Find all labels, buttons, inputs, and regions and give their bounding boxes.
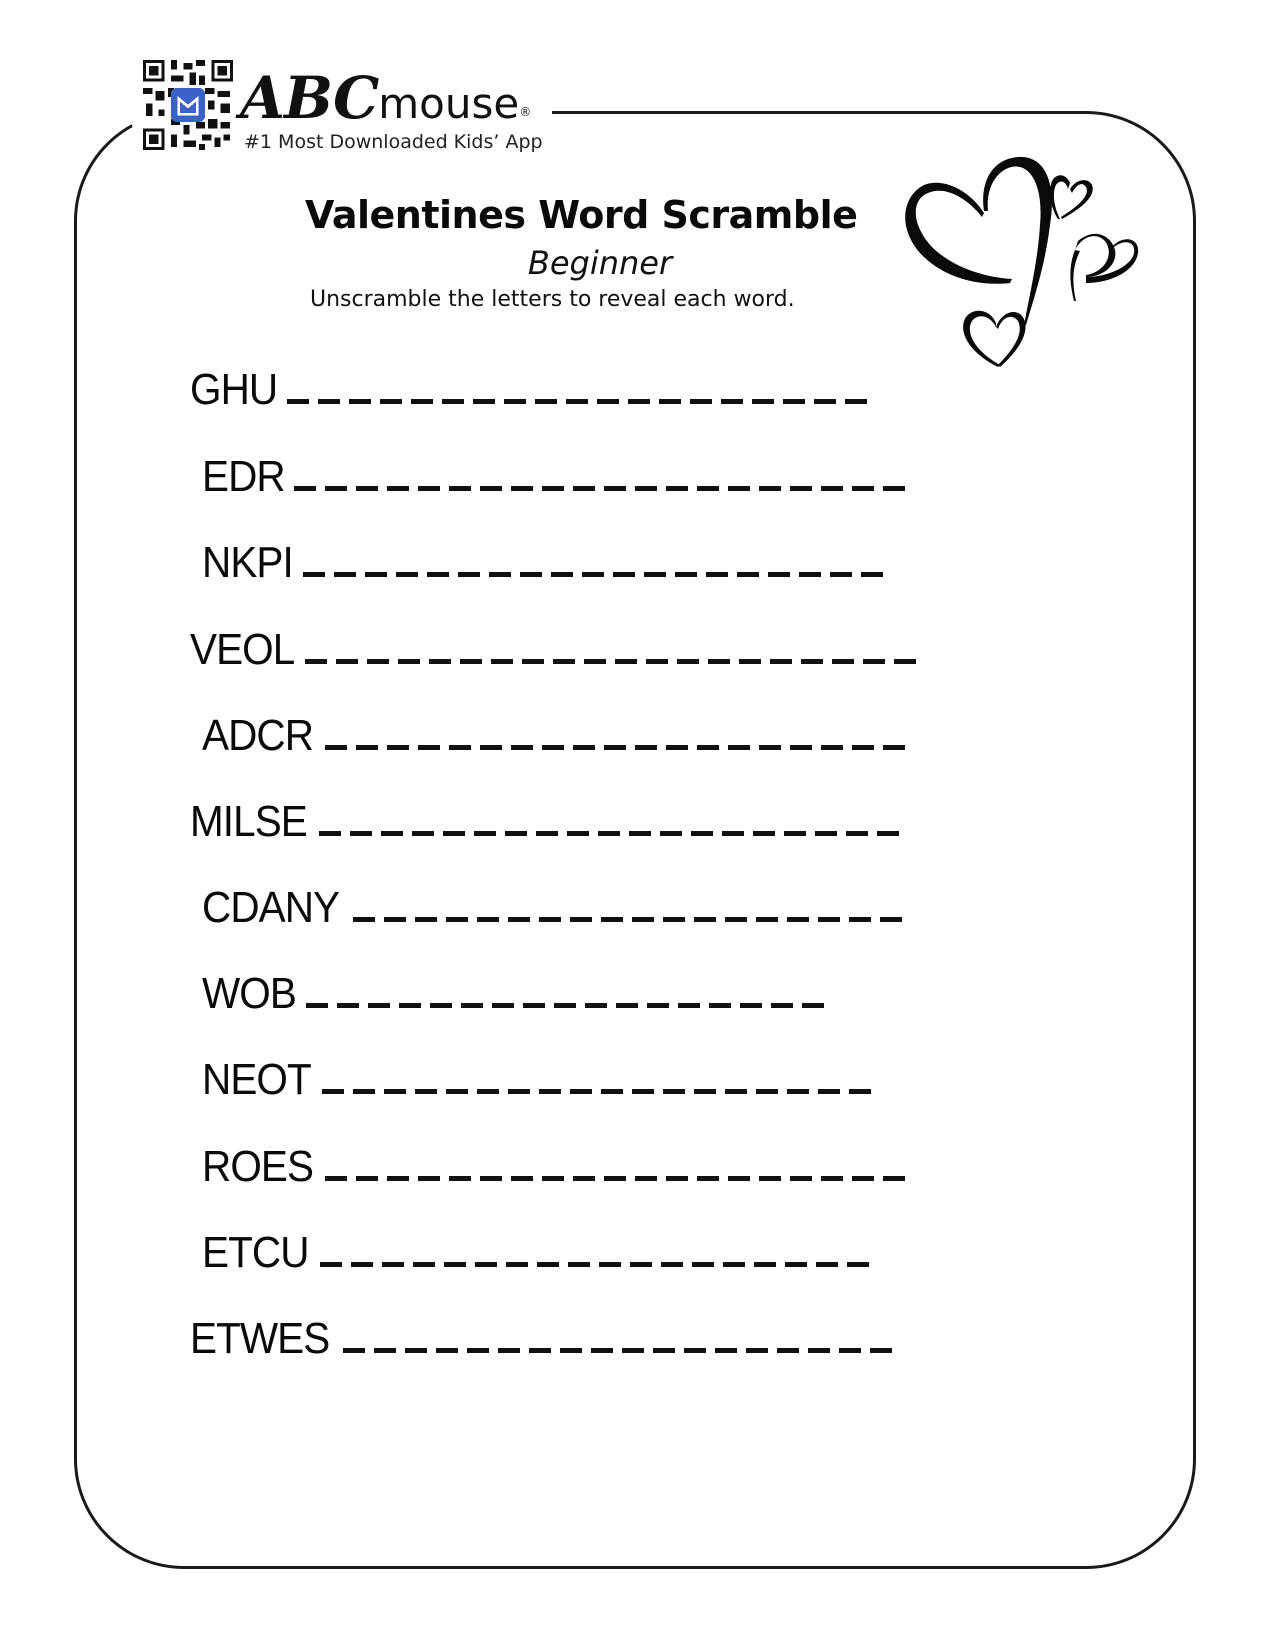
scrambled-word: ETCU (202, 1228, 309, 1277)
scrambled-word: GHU (190, 365, 278, 414)
answer-blank[interactable] (325, 1176, 911, 1181)
answer-blank[interactable] (305, 659, 923, 664)
word-row (202, 1223, 875, 1283)
answer-blank[interactable] (303, 572, 889, 577)
scrambled-word: WOB (202, 969, 296, 1018)
scrambled-word: ROES (202, 1142, 314, 1191)
word-row (190, 360, 873, 420)
page-title: Valentines Word Scramble (305, 193, 858, 237)
word-row (202, 964, 830, 1024)
answer-blank[interactable] (320, 1262, 875, 1267)
word-row (202, 1050, 877, 1110)
registered-mark: ® (519, 105, 531, 119)
word-row (202, 447, 912, 507)
answer-blank[interactable] (353, 917, 908, 922)
answer-blank[interactable] (325, 745, 911, 750)
answer-blank[interactable] (322, 1089, 877, 1094)
answer-blank[interactable] (343, 1348, 898, 1353)
answer-blank[interactable] (306, 1003, 830, 1008)
word-row (202, 1137, 911, 1197)
answer-blank[interactable] (319, 831, 905, 836)
word-row (190, 792, 905, 852)
brand-name-abc: ABC (240, 64, 379, 132)
scrambled-word: CDANY (202, 883, 340, 932)
difficulty-level: Beginner (527, 244, 673, 282)
scrambled-word: NKPI (202, 538, 293, 587)
answer-blank[interactable] (287, 399, 873, 404)
word-row (190, 620, 923, 680)
scrambled-word: EDR (202, 452, 285, 501)
scrambled-word: NEOT (202, 1055, 311, 1104)
scrambled-word: MILSE (190, 797, 307, 846)
answer-blank[interactable] (294, 486, 912, 491)
scrambled-word: VEOL (190, 625, 295, 674)
word-row (202, 706, 911, 766)
scrambled-word: ETWES (190, 1314, 330, 1363)
word-row (202, 878, 908, 938)
word-row (202, 533, 889, 593)
brand-tagline: #1 Most Downloaded Kids’ App (244, 131, 543, 153)
word-row (190, 1309, 898, 1369)
scrambled-word: ADCR (202, 711, 314, 760)
instructions: Unscramble the letters to reveal each word. (310, 287, 795, 312)
brand-name-mouse: mouse (378, 79, 520, 128)
